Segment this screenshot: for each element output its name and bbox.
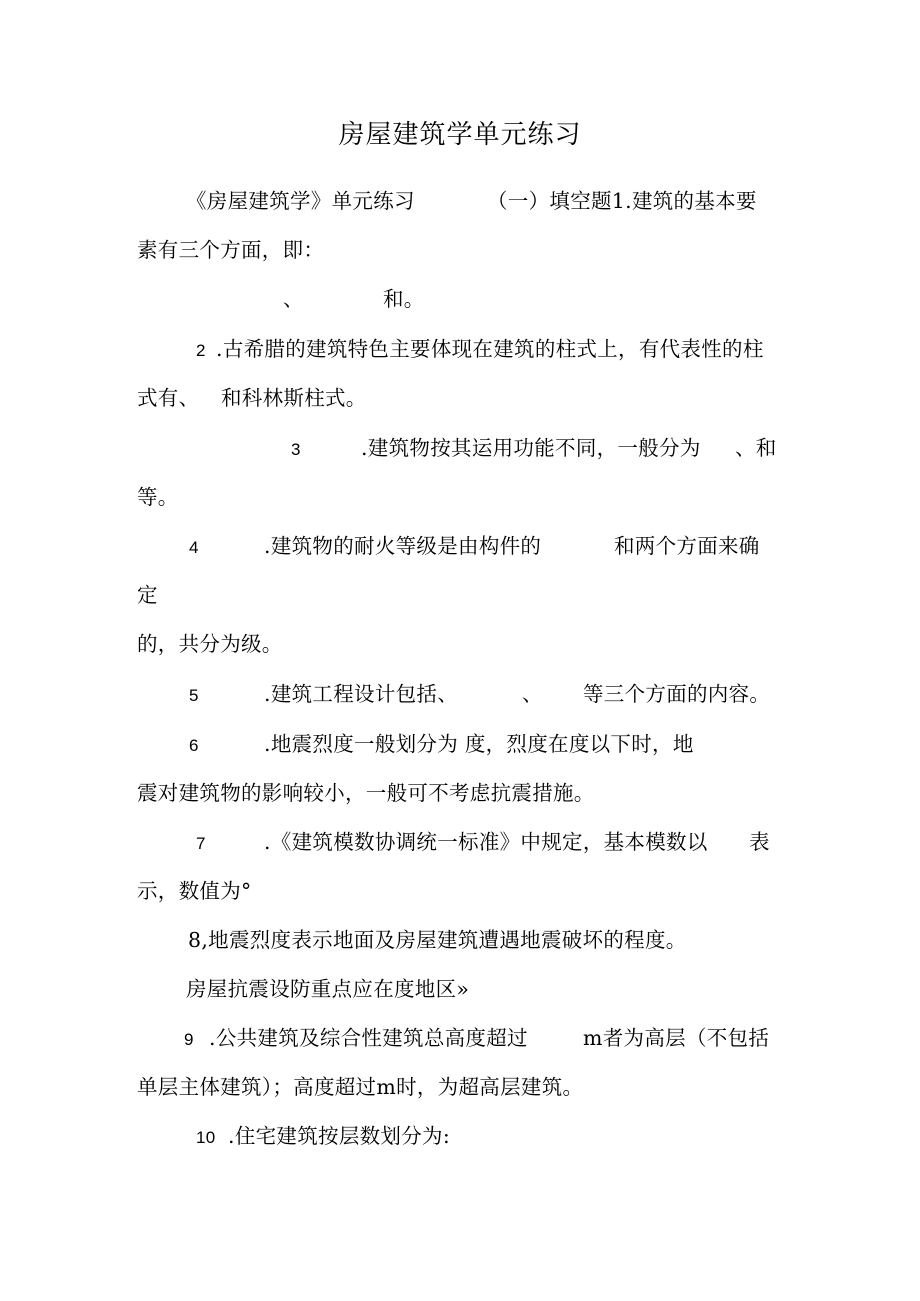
line-text: 、 [522,682,543,706]
line-text: 示，数值为° [137,879,252,903]
item-number: 9 [184,1030,194,1049]
line-text: 8,地震烈度表示地面及房屋建筑遭遇地震破坏的程度。 [188,928,687,952]
item-number: 5 [189,686,199,705]
line-text: （一）填空题1.建筑的基本要 [487,189,757,213]
line-text: 、 [283,287,304,311]
item-number: 2 [196,341,206,360]
line-text: 等三个方面的内容。 [583,682,771,706]
line-text: m者为高层（不包括 [583,1026,770,1050]
item-number: 4 [189,538,199,557]
line-text: .建筑物的耐火等级是由构件的 [264,534,542,558]
line-text: 素有三个方面，即： [137,238,325,262]
item-number: 6 [189,736,199,755]
line-text: 房屋抗震设防重点应在度地区» [186,977,470,1001]
line-text: 定 [137,583,158,607]
item-number: 3 [291,440,301,459]
line-text: .古希腊的建筑特色主要体现在建筑的柱式上，有代表性的柱 [216,337,764,361]
line-text: .公共建筑及综合性建筑总高度超过 [209,1026,528,1050]
line-text: .地震烈度一般划分为 度，烈度在度以下时，地 [264,732,694,756]
line-text: .建筑物按其运用功能不同，一般分为 [361,436,701,460]
item-number: 10 [196,1128,216,1147]
line-text: 、和 [735,436,777,460]
line-text: 和。 [383,287,425,311]
line-text: 震对建筑物的影响较小，一般可不考虑抗震措施。 [137,781,595,805]
item-number: 7 [196,834,206,853]
line-text: .建筑工程设计包括、 [264,682,459,706]
line-text: .住宅建筑按层数划分为: [228,1124,451,1148]
line-text: 等。 [137,485,179,509]
line-text: 和科林斯柱式。 [221,386,367,410]
line-text: 表 [749,830,770,854]
line-text: 的，共分为级。 [137,632,283,656]
page-title: 房屋建筑学单元练习 [338,120,582,150]
line-text: .《建筑模数协调统一标准》中规定，基本模数以 [264,830,708,854]
line-text: 《房屋建筑学》单元练习 [186,189,415,213]
line-text: 单层主体建筑）；高度超过m时，为超高层建筑。 [137,1075,584,1099]
line-text: 和两个方面来确 [614,534,760,558]
line-text: 式有、 [137,386,200,410]
